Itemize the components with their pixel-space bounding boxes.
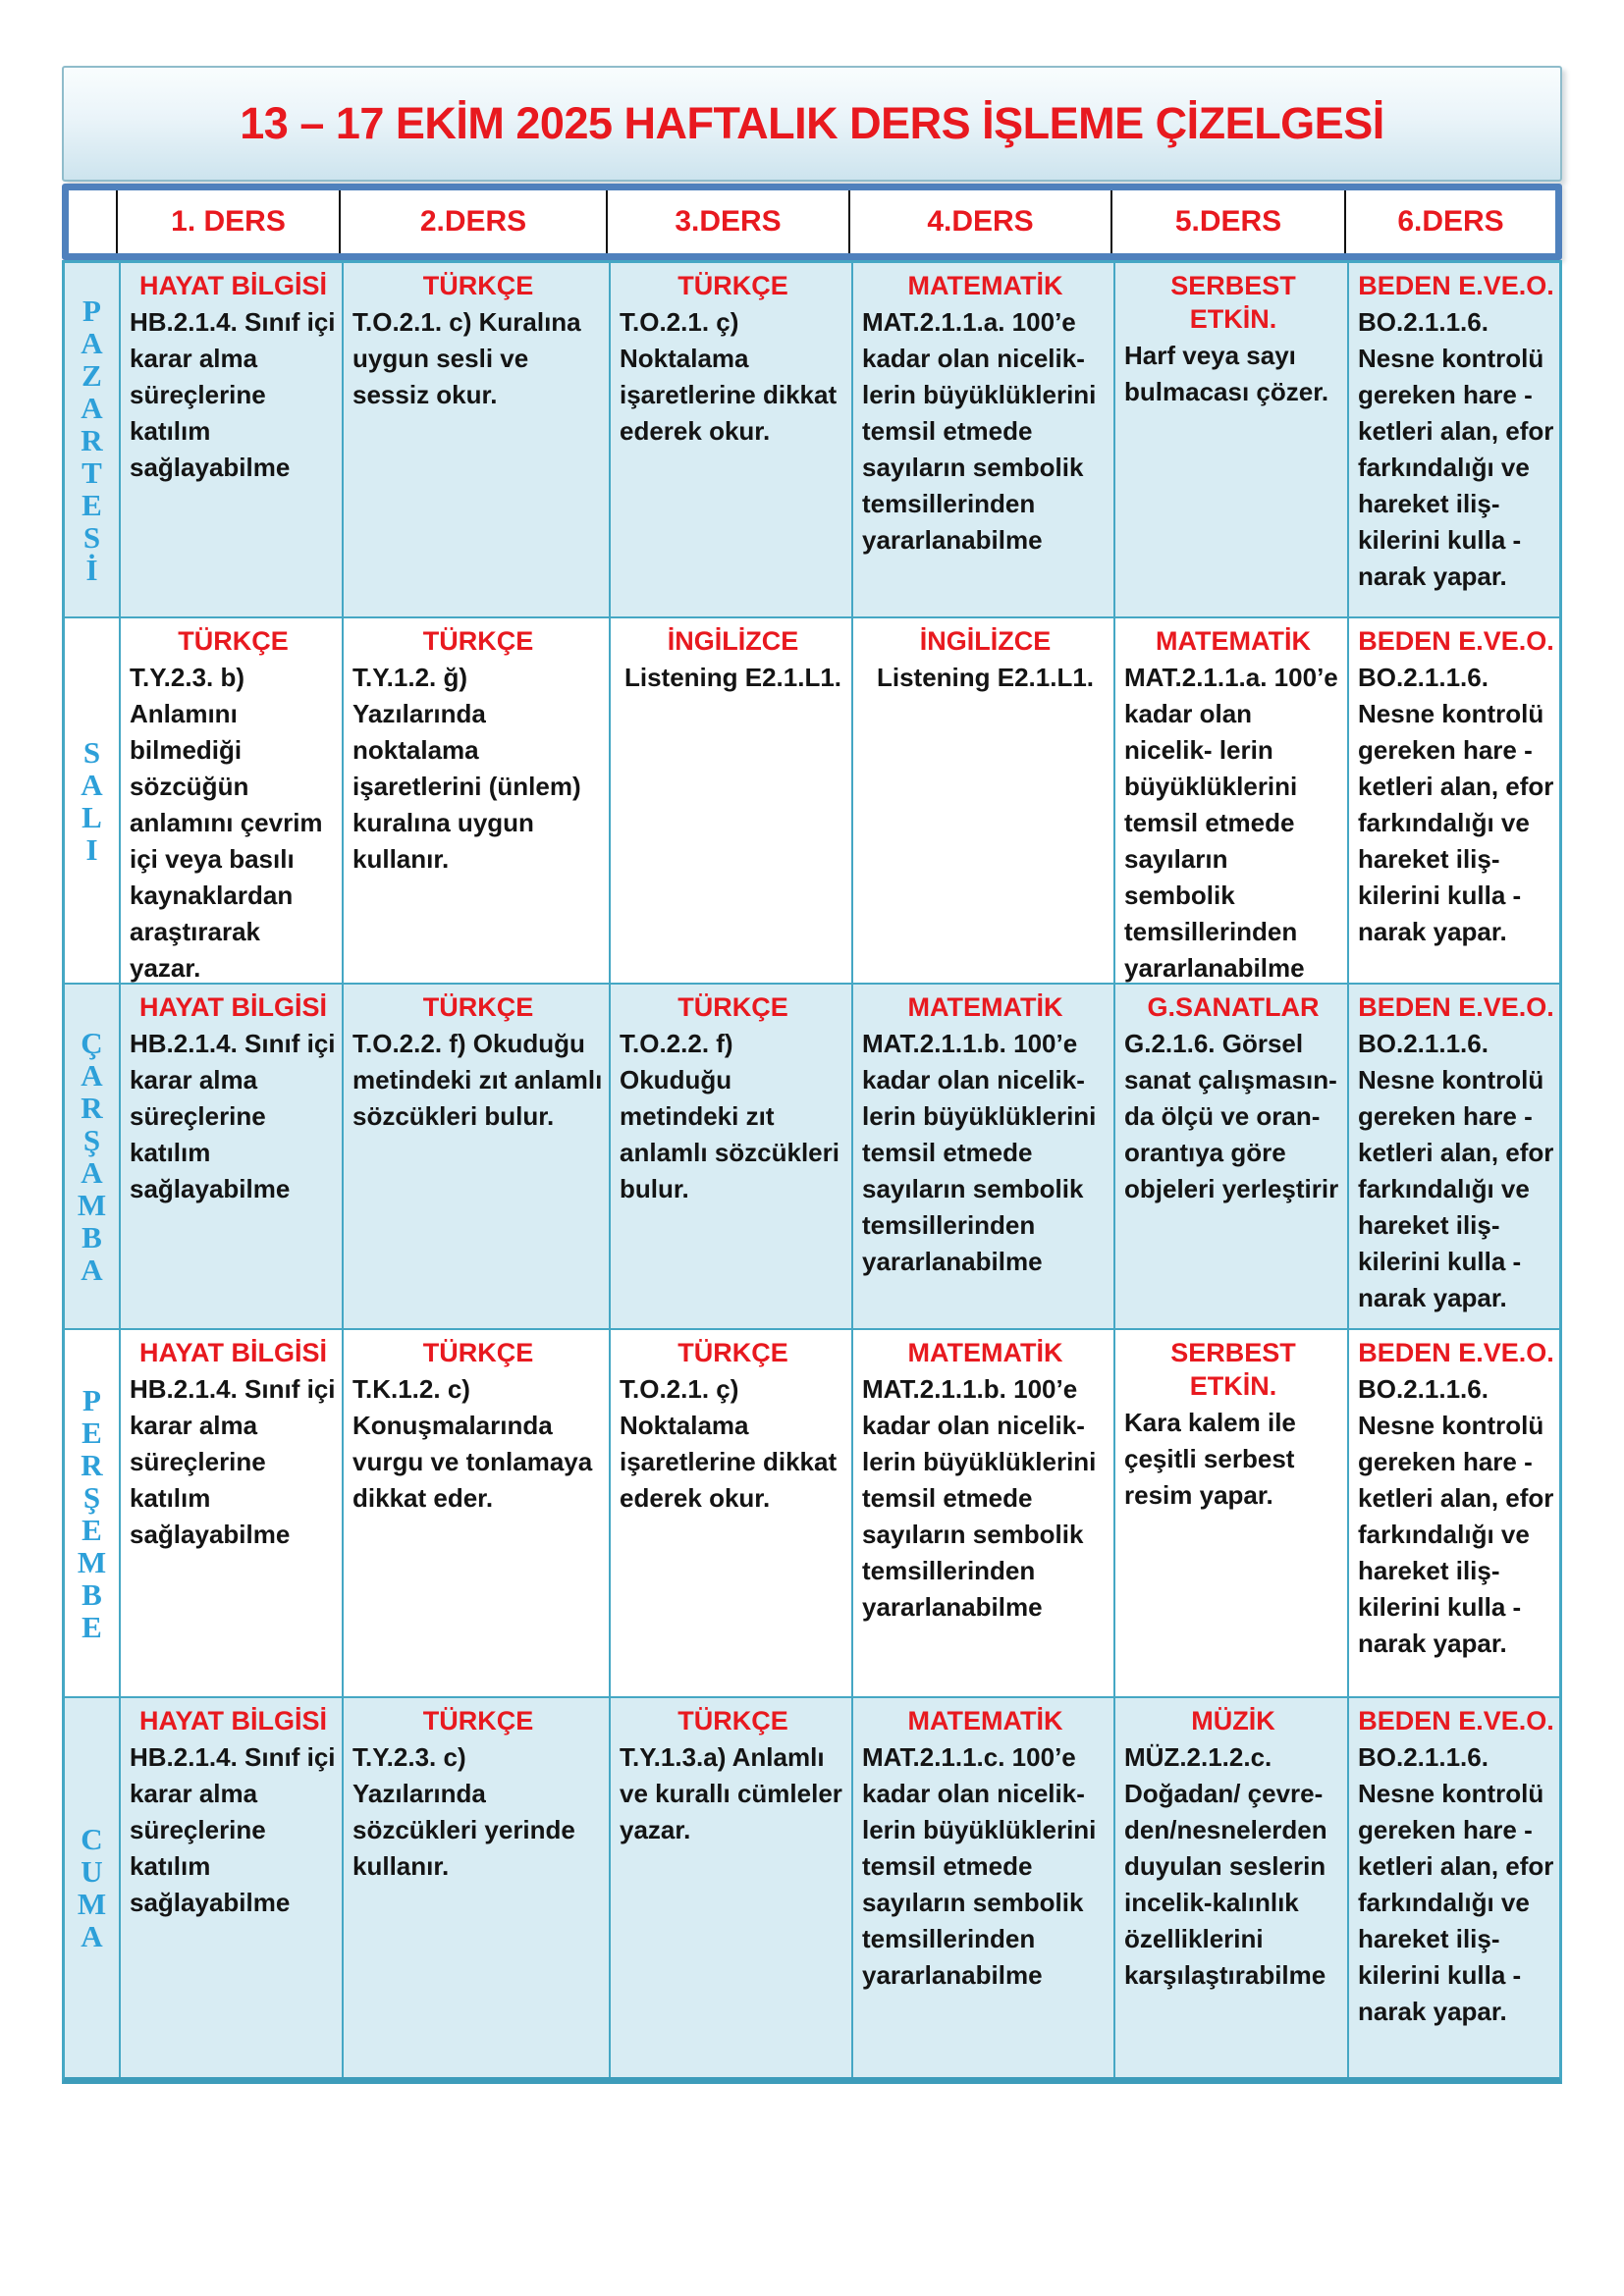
lesson-text: BO.2.1.1.6. Nesne kontrolü gereken hare - ketleri alan, efor farkındalığı ve hareket iliş- kilerini kulla - narak yapar. (1358, 1374, 1554, 1658)
lesson-subject: MÜZİK (1191, 1706, 1275, 1735)
lesson-text: T.Y.1.3.a) Anlamlı ve kurallı cümleler yazar. (620, 1742, 842, 1844)
lesson-text: Listening E2.1.L1. (876, 663, 1095, 692)
lesson-subject: TÜRKÇE (422, 1338, 534, 1367)
lesson-subject: TÜRKÇE (677, 1338, 788, 1367)
lesson-text: T.Y.2.3. b) Anlamını bilmediği sözcüğün anlamını çevrim içi veya basılı kaynaklardan araştırarak yazar. (130, 663, 323, 983)
lesson-cell (851, 1698, 1113, 2077)
lesson-subject: TÜRKÇE (677, 1706, 788, 1735)
lesson-text: MAT.2.1.1.b. 100’e kadar olan nicelik-lerin büyüklüklerini temsil etmede sayıların sembolik temsillerinden yararlanabilme (862, 1029, 1097, 1276)
table-header-row (62, 184, 1562, 260)
lesson-subject: MATEMATİK (907, 1706, 1063, 1735)
day-label-carsamba (65, 985, 119, 1328)
lesson-subject: HAYAT BİLGİSİ (138, 1338, 328, 1367)
lesson-text: T.O.2.1. c) Kuralına uygun sesli ve sessiz okur. (352, 307, 581, 409)
lesson-text: HB.2.1.4. Sınıf içi karar alma süreçlerine katılım sağlayabilme (130, 1374, 336, 1549)
lesson-subject: BEDEN E.VE.O. (1358, 271, 1554, 300)
lesson-subject: MATEMATİK (1156, 626, 1311, 656)
day-label-sali (65, 618, 119, 983)
header-col-lesson-1: 1. DERS (116, 190, 339, 253)
lesson-cell (1347, 1698, 1559, 2077)
lesson-text: Harf veya sayı bulmacası çözer. (1124, 341, 1329, 406)
header-col-lesson-6: 6.DERS (1344, 190, 1555, 253)
lesson-subject: MATEMATİK (907, 992, 1063, 1022)
lesson-cell (609, 263, 851, 616)
lesson-text: MÜZ.2.1.2.c. Doğadan/ çevre-den/nesnelerden duyulan seslerin incelik-kalınlık özelliklerini karşılaştırabilme (1124, 1742, 1327, 1990)
day-label-persembe (65, 1330, 119, 1696)
lesson-subject: TÜRKÇE (422, 271, 534, 300)
lesson-subject: BEDEN E.VE.O. (1358, 992, 1554, 1022)
lesson-subject: TÜRKÇE (178, 626, 289, 656)
lesson-text: MAT.2.1.1.c. 100’e kadar olan nicelik-lerin büyüklüklerini temsil etmede sayıların sembolik temsillerinden yararlanabilme (862, 1742, 1097, 1990)
lesson-text: T.Y.1.2. ğ) Yazılarında noktalama işaretlerini (ünlem) kuralına uygun kullanır. (352, 663, 581, 874)
lesson-subject: HAYAT BİLGİSİ (138, 1706, 328, 1735)
lesson-text: BO.2.1.1.6. Nesne kontrolü gereken hare - ketleri alan, efor farkındalığı ve hareket iliş- kilerini kulla - narak yapar. (1358, 307, 1554, 591)
day-label-cuma (65, 1698, 119, 2077)
lesson-cell (119, 1698, 342, 2077)
lesson-subject: HAYAT BİLGİSİ (138, 992, 328, 1022)
header-col-lesson-2: 2.DERS (339, 190, 606, 253)
lesson-subject: TÜRKÇE (422, 992, 534, 1022)
lesson-text: T.K.1.2. c) Konuşmalarında vurgu ve tonlamaya dikkat eder. (352, 1374, 593, 1513)
lesson-cell (851, 985, 1113, 1328)
lesson-subject: İNGİLİZCE (919, 626, 1052, 656)
lesson-subject: TÜRKÇE (422, 626, 534, 656)
table-row-pazartesi (65, 263, 1559, 616)
lesson-subject: HAYAT BİLGİSİ (138, 271, 328, 300)
lesson-subject: TÜRKÇE (677, 992, 788, 1022)
lesson-text: HB.2.1.4. Sınıf içi karar alma süreçlerine katılım sağlayabilme (130, 1029, 336, 1203)
lesson-cell (1113, 985, 1347, 1328)
page-title: 13 – 17 EKİM 2025 HAFTALIK DERS İŞLEME ÇİZELGESİ (240, 98, 1384, 148)
lesson-subject: G.SANATLAR (1147, 992, 1320, 1022)
header-col-lesson-4: 4.DERS (848, 190, 1110, 253)
lesson-subject: TÜRKÇE (677, 271, 788, 300)
lesson-text: T.O.2.1. ç) Noktalama işaretlerine dikkat ederek okur. (620, 307, 838, 446)
day-label-pazartesi (65, 263, 119, 616)
table-row-sali (65, 616, 1559, 983)
lesson-subject: MATEMATİK (907, 1338, 1063, 1367)
table-row-carsamba (65, 983, 1559, 1328)
lesson-text: MAT.2.1.1.b. 100’e kadar olan nicelik-lerin büyüklüklerini temsil etmede sayıların sembolik temsillerinden yararlanabilme (862, 1374, 1097, 1622)
lesson-cell (119, 1330, 342, 1696)
lesson-cell (609, 618, 851, 983)
lesson-cell (609, 985, 851, 1328)
lesson-subject: SERBEST ETKİN. (1170, 271, 1296, 334)
lesson-text: BO.2.1.1.6. Nesne kontrolü gereken hare - ketleri alan, efor farkındalığı ve hareket iliş- kilerini kulla - narak yapar. (1358, 663, 1554, 946)
lesson-cell (1347, 263, 1559, 616)
lesson-subject: BEDEN E.VE.O. (1358, 626, 1554, 656)
lesson-cell (1347, 985, 1559, 1328)
day-letters: Ç A R Ş A M B A (77, 1026, 107, 1287)
lesson-text: HB.2.1.4. Sınıf içi karar alma süreçlerine katılım sağlayabilme (130, 1742, 336, 1917)
table-row-cuma (65, 1696, 1559, 2077)
lesson-cell (342, 1698, 609, 2077)
lesson-cell (609, 1698, 851, 2077)
header-col-lesson-5: 5.DERS (1110, 190, 1344, 253)
lesson-cell (1113, 263, 1347, 616)
lesson-subject: SERBEST ETKİN. (1170, 1338, 1296, 1401)
lesson-cell (1113, 1698, 1347, 2077)
lesson-text: BO.2.1.1.6. Nesne kontrolü gereken hare - ketleri alan, efor farkındalığı ve hareket iliş- kilerini kulla - narak yapar. (1358, 1742, 1554, 2026)
table-row-persembe (65, 1328, 1559, 1696)
lesson-subject: BEDEN E.VE.O. (1358, 1338, 1554, 1367)
lesson-text: T.O.2.1. ç) Noktalama işaretlerine dikkat ederek okur. (620, 1374, 838, 1513)
lesson-text: G.2.1.6. Görsel sanat çalışmasın-da ölçü ve oran-orantıya göre objeleri yerleştirir (1124, 1029, 1339, 1203)
lesson-cell (342, 985, 609, 1328)
lesson-text: MAT.2.1.1.a. 100’e kadar olan nicelik- lerin büyüklüklerini temsil etmede sayıların sembolik temsillerinden yararlanabilme (1124, 663, 1338, 983)
lesson-cell (119, 985, 342, 1328)
lesson-text: Listening E2.1.L1. (623, 663, 842, 692)
lesson-cell (609, 1330, 851, 1696)
lesson-subject: İNGİLİZCE (667, 626, 799, 656)
lesson-text: T.O.2.2. f) Okuduğu metindeki zıt anlamlı sözcükleri bulur. (620, 1029, 839, 1203)
lesson-cell (119, 618, 342, 983)
header-col-lesson-3: 3.DERS (606, 190, 848, 253)
lesson-subject: TÜRKÇE (422, 1706, 534, 1735)
lesson-cell (1113, 618, 1347, 983)
lesson-text: HB.2.1.4. Sınıf içi karar alma süreçlerine katılım sağlayabilme (130, 307, 336, 482)
day-letters: S A L I (81, 734, 103, 867)
lesson-cell (851, 263, 1113, 616)
lesson-cell (342, 263, 609, 616)
lesson-cell (851, 1330, 1113, 1696)
lesson-text: BO.2.1.1.6. Nesne kontrolü gereken hare - ketleri alan, efor farkındalığı ve hareket iliş- kilerini kulla - narak yapar. (1358, 1029, 1554, 1312)
lesson-text: Kara kalem ile çeşitli serbest resim yapar. (1124, 1408, 1296, 1510)
lesson-cell (342, 618, 609, 983)
lesson-text: T.Y.2.3. c) Yazılarında sözcükleri yerinde kullanır. (352, 1742, 575, 1881)
day-letters: C U M A (77, 1822, 107, 1953)
day-letters: P A Z A R T E S İ (81, 293, 103, 587)
title-banner (62, 66, 1562, 182)
day-letters: P E R Ş E M B E (77, 1382, 107, 1644)
lesson-cell (119, 263, 342, 616)
lesson-text: MAT.2.1.1.a. 100’e kadar olan nicelik-lerin büyüklüklerini temsil etmede sayıların sembolik temsillerinden yararlanabilme (862, 307, 1097, 555)
header-day-corner-cell (69, 190, 116, 253)
lesson-cell (851, 618, 1113, 983)
lesson-subject: BEDEN E.VE.O. (1358, 1706, 1554, 1735)
lesson-cell (1347, 1330, 1559, 1696)
lesson-cell (1113, 1330, 1347, 1696)
lesson-text: T.O.2.2. f) Okuduğu metindeki zıt anlamlı sözcükleri bulur. (352, 1029, 603, 1131)
lesson-cell (1347, 618, 1559, 983)
lesson-subject: MATEMATİK (907, 271, 1063, 300)
schedule-table (62, 260, 1562, 2084)
lesson-cell (342, 1330, 609, 1696)
